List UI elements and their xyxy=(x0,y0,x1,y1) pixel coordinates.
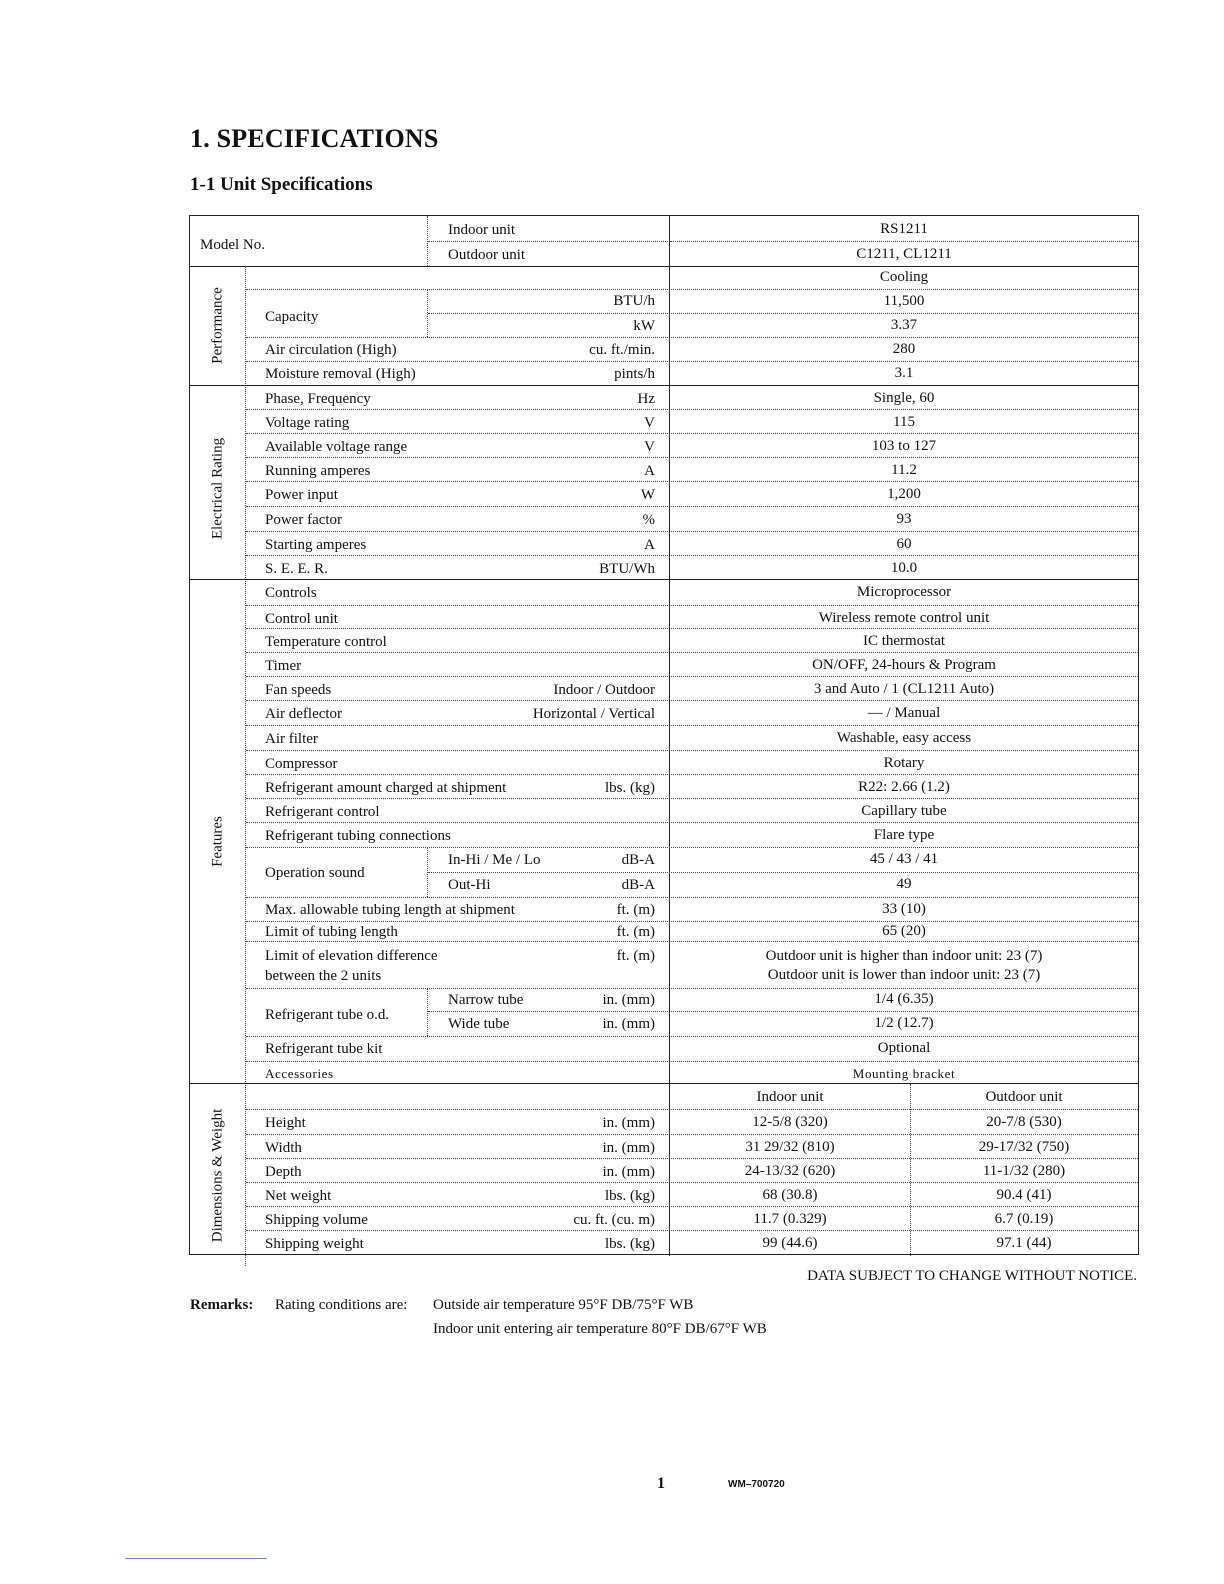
divider xyxy=(246,1230,1138,1231)
wide-tube-unit: in. (mm) xyxy=(602,1016,655,1032)
feature-row-label: Refrigerant control xyxy=(265,804,380,820)
accessories-value: Mounting bracket xyxy=(852,1066,956,1081)
divider xyxy=(246,337,1138,338)
divider xyxy=(246,725,1138,726)
change-notice: DATA SUBJECT TO CHANGE WITHOUT NOTICE. xyxy=(807,1268,1137,1284)
dimension-row-outdoor: 90.4 (41) xyxy=(996,1187,1052,1203)
air-circulation-label: Air circulation (High) xyxy=(265,342,397,358)
footer-rule xyxy=(125,1558,267,1559)
divider xyxy=(246,506,1138,507)
divider xyxy=(246,988,1138,989)
capacity-label: Capacity xyxy=(265,309,319,325)
limit-tubing-length-value: 65 (20) xyxy=(882,923,926,939)
remarks-line2: Indoor unit entering air temperature 80°F DB/67°F WB xyxy=(433,1321,767,1337)
electrical-row-value: 10.0 xyxy=(890,560,918,576)
max-tubing-length-label: Max. allowable tubing length at shipment xyxy=(265,902,515,918)
electrical-row-label: Power input xyxy=(265,487,338,503)
divider xyxy=(246,652,1138,653)
sound-outdoor-sub: Out-Hi xyxy=(448,877,491,893)
dimension-row-indoor: 68 (30.8) xyxy=(762,1187,818,1203)
operation-sound-label: Operation sound xyxy=(265,865,365,881)
dimension-row-label: Net weight xyxy=(265,1188,332,1204)
feature-row-label: Timer xyxy=(265,658,302,674)
divider xyxy=(246,1182,1138,1183)
remarks-intro: Rating conditions are: xyxy=(275,1297,408,1313)
divider xyxy=(246,676,1138,677)
sound-indoor-unit: dB-A xyxy=(621,852,655,868)
refrigerant-tube-label: Refrigerant tube o.d. xyxy=(265,1007,390,1023)
electrical-row-unit: V xyxy=(644,439,655,455)
feature-row-value: R22: 2.66 (1.2) xyxy=(858,779,950,795)
document-code: WM–700720 xyxy=(728,1479,785,1490)
air-circulation-unit: cu. ft./min. xyxy=(589,342,655,358)
electrical-row-value: Single, 60 xyxy=(873,390,935,406)
electrical-row-label: Phase, Frequency xyxy=(265,391,371,407)
capacity-btu-unit: BTU/h xyxy=(613,293,655,309)
mode-value: Cooling xyxy=(879,269,929,285)
electrical-row-label: Available voltage range xyxy=(265,439,408,455)
capacity-kw-unit: kW xyxy=(633,318,655,334)
divider xyxy=(246,1036,1138,1037)
remarks-line1: Outside air temperature 95°F DB/75°F WB xyxy=(433,1297,694,1313)
divider xyxy=(246,1206,1138,1207)
section-label-features: Features xyxy=(209,816,226,867)
feature-row-value: Wireless remote control unit xyxy=(818,610,990,626)
feature-row-label: Controls xyxy=(265,585,317,601)
divider xyxy=(246,1109,1138,1110)
page-number: 1 xyxy=(657,1475,665,1492)
divider xyxy=(246,822,1138,823)
feature-row-value: Washable, easy access xyxy=(836,730,972,746)
electrical-row-value: 103 to 127 xyxy=(871,438,937,454)
divider xyxy=(246,774,1138,775)
feature-row-label: Air deflector xyxy=(265,706,343,722)
tube-kit-value: Optional xyxy=(877,1040,931,1056)
elevation-value-line2: Outdoor unit is lower than indoor unit: 23 (7) xyxy=(767,967,1041,983)
section-divider xyxy=(190,385,1138,386)
electrical-row-unit: A xyxy=(644,463,655,479)
electrical-row-value: 60 xyxy=(896,536,912,552)
feature-row-value: 3 and Auto / 1 (CL1211 Auto) xyxy=(813,681,995,697)
feature-row-label: Temperature control xyxy=(265,634,387,650)
divider xyxy=(246,457,1138,458)
moisture-removal-label: Moisture removal (High) xyxy=(265,366,416,382)
section-divider xyxy=(190,579,1138,580)
electrical-row-value: 115 xyxy=(893,414,915,430)
capacity-btu-value: 11,500 xyxy=(883,293,925,309)
dimension-row-label: Width xyxy=(265,1140,302,1156)
divider xyxy=(246,555,1138,556)
electrical-row-unit: % xyxy=(642,512,655,528)
feature-row-label: Compressor xyxy=(265,756,338,772)
section-label-electrical: Electrical Rating xyxy=(209,437,226,540)
dimension-row-outdoor: 20-7/8 (530) xyxy=(986,1114,1062,1130)
divider xyxy=(246,897,1138,898)
wide-tube-sub: Wide tube xyxy=(448,1016,510,1032)
section-divider xyxy=(190,1083,1138,1084)
divider xyxy=(670,241,1138,242)
divider xyxy=(246,700,1138,701)
dimension-row-unit: cu. ft. (cu. m) xyxy=(573,1212,655,1228)
divider xyxy=(246,1158,1138,1159)
feature-row-label: Refrigerant tubing connections xyxy=(265,828,451,844)
spec-table xyxy=(189,215,1139,1255)
outdoor-unit-label: Outdoor unit xyxy=(448,247,526,263)
max-tubing-length-unit: ft. (m) xyxy=(616,902,655,918)
divider xyxy=(246,409,1138,410)
divider xyxy=(246,433,1138,434)
divider xyxy=(246,1061,1138,1062)
dimension-row-indoor: 24-13/32 (620) xyxy=(744,1163,836,1179)
page-title: 1. SPECIFICATIONS xyxy=(190,124,439,153)
dimension-row-indoor: 11.7 (0.329) xyxy=(753,1211,827,1227)
dimension-row-indoor: 31 29/32 (810) xyxy=(745,1139,835,1155)
dimension-row-unit: in. (mm) xyxy=(602,1115,655,1131)
divider xyxy=(246,481,1138,482)
electrical-row-label: Power factor xyxy=(265,512,343,528)
model-label: Model No. xyxy=(200,237,265,253)
divider xyxy=(246,941,1138,942)
divider xyxy=(246,361,1138,362)
elevation-label-line2: between the 2 units xyxy=(265,968,382,984)
electrical-row-label: Voltage rating xyxy=(265,415,350,431)
section-subtitle: 1-1 Unit Specifications xyxy=(190,174,373,195)
dimension-row-label: Height xyxy=(265,1115,306,1131)
sound-outdoor-value: 49 xyxy=(896,876,912,892)
electrical-row-unit: V xyxy=(644,415,655,431)
divider xyxy=(428,241,670,242)
remarks-label: Remarks: xyxy=(190,1297,254,1313)
section-label-divider xyxy=(245,266,246,1266)
feature-row-value: Microprocessor xyxy=(856,584,952,600)
feature-row-label: Control unit xyxy=(265,611,338,627)
feature-row-value: ON/OFF, 24-hours & Program xyxy=(812,657,996,673)
feature-row-value: — / Manual xyxy=(867,705,941,721)
dim-indoor-header: Indoor unit xyxy=(756,1089,824,1105)
tube-sub-divider xyxy=(427,988,428,1036)
section-divider xyxy=(190,266,1138,267)
feature-row-label: Air filter xyxy=(265,731,318,747)
electrical-row-value: 11.2 xyxy=(891,462,917,478)
feature-row-value: Capillary tube xyxy=(861,803,947,819)
dimension-row-label: Shipping weight xyxy=(265,1236,364,1252)
divider xyxy=(246,605,1138,606)
electrical-row-unit: BTU/Wh xyxy=(599,561,655,577)
feature-row-label: Fan speeds xyxy=(265,682,332,698)
dimension-row-outdoor: 29-17/32 (750) xyxy=(978,1139,1070,1155)
divider xyxy=(428,872,1138,873)
indoor-model-value: RS1211 xyxy=(880,221,928,237)
dimension-row-outdoor: 6.7 (0.19) xyxy=(994,1211,1054,1227)
narrow-tube-sub: Narrow tube xyxy=(448,992,524,1008)
elevation-unit: ft. (m) xyxy=(616,948,655,964)
feature-row-unit: Indoor / Outdoor xyxy=(553,682,655,698)
divider xyxy=(246,798,1138,799)
feature-row-value: Rotary xyxy=(883,755,925,771)
sound-outdoor-unit: dB-A xyxy=(621,877,655,893)
dim-outdoor-header: Outdoor unit xyxy=(985,1089,1063,1105)
divider xyxy=(246,750,1138,751)
air-circulation-value: 280 xyxy=(892,341,916,357)
dimension-row-label: Shipping volume xyxy=(265,1212,368,1228)
dimension-row-unit: lbs. (kg) xyxy=(605,1188,655,1204)
outdoor-model-value: C1211, CL1211 xyxy=(856,246,952,262)
capacity-kw-value: 3.37 xyxy=(890,317,918,333)
section-label-dimensions: Dimensions & Weight xyxy=(209,1108,226,1243)
electrical-row-label: Starting amperes xyxy=(265,537,367,553)
accessories-label: Accessories xyxy=(265,1066,334,1081)
divider xyxy=(246,1134,1138,1135)
divider xyxy=(246,531,1138,532)
moisture-removal-unit: pints/h xyxy=(614,366,655,382)
feature-row-value: IC thermostat xyxy=(862,633,946,649)
feature-row-unit: lbs. (kg) xyxy=(605,780,655,796)
dimension-row-outdoor: 11-1/32 (280) xyxy=(982,1163,1066,1179)
sound-indoor-value: 45 / 43 / 41 xyxy=(869,851,939,867)
electrical-row-label: S. E. E. R. xyxy=(265,561,328,577)
electrical-row-value: 93 xyxy=(896,511,912,527)
electrical-row-label: Running amperes xyxy=(265,463,371,479)
limit-tubing-length-label: Limit of tubing length xyxy=(265,924,398,940)
indoor-unit-label: Indoor unit xyxy=(448,222,516,238)
tube-kit-label: Refrigerant tube kit xyxy=(265,1041,383,1057)
moisture-removal-value: 3.1 xyxy=(894,365,914,381)
divider xyxy=(246,847,1138,848)
section-label-performance: Performance xyxy=(209,287,226,364)
electrical-row-unit: W xyxy=(640,487,655,503)
sound-indoor-sub: In-Hi / Me / Lo xyxy=(448,852,541,868)
narrow-tube-value: 1/4 (6.35) xyxy=(874,991,934,1007)
electrical-row-unit: Hz xyxy=(637,391,655,407)
divider xyxy=(428,313,1138,314)
elevation-label-line1: Limit of elevation difference xyxy=(265,948,438,964)
electrical-row-value: 1,200 xyxy=(887,486,921,502)
dimension-row-unit: in. (mm) xyxy=(602,1164,655,1180)
feature-row-unit: Horizontal / Vertical xyxy=(532,706,655,722)
max-tubing-length-value: 33 (10) xyxy=(882,901,926,917)
dimension-row-unit: in. (mm) xyxy=(602,1140,655,1156)
dimension-row-indoor: 99 (44.6) xyxy=(762,1235,818,1251)
narrow-tube-unit: in. (mm) xyxy=(602,992,655,1008)
electrical-row-unit: A xyxy=(644,537,655,553)
feature-row-value: Flare type xyxy=(873,827,935,843)
feature-row-label: Refrigerant amount charged at shipment xyxy=(265,780,507,796)
dimension-row-unit: lbs. (kg) xyxy=(605,1236,655,1252)
divider xyxy=(428,1011,1138,1012)
elevation-value-line1: Outdoor unit is higher than indoor unit: 23 (7) xyxy=(765,948,1043,964)
divider xyxy=(246,289,1138,290)
wide-tube-value: 1/2 (12.7) xyxy=(874,1015,934,1031)
limit-tubing-length-unit: ft. (m) xyxy=(616,924,655,940)
dimension-row-indoor: 12-5/8 (320) xyxy=(752,1114,828,1130)
divider xyxy=(246,628,1138,629)
dimension-row-label: Depth xyxy=(265,1164,302,1180)
dimension-row-outdoor: 97.1 (44) xyxy=(996,1235,1052,1251)
